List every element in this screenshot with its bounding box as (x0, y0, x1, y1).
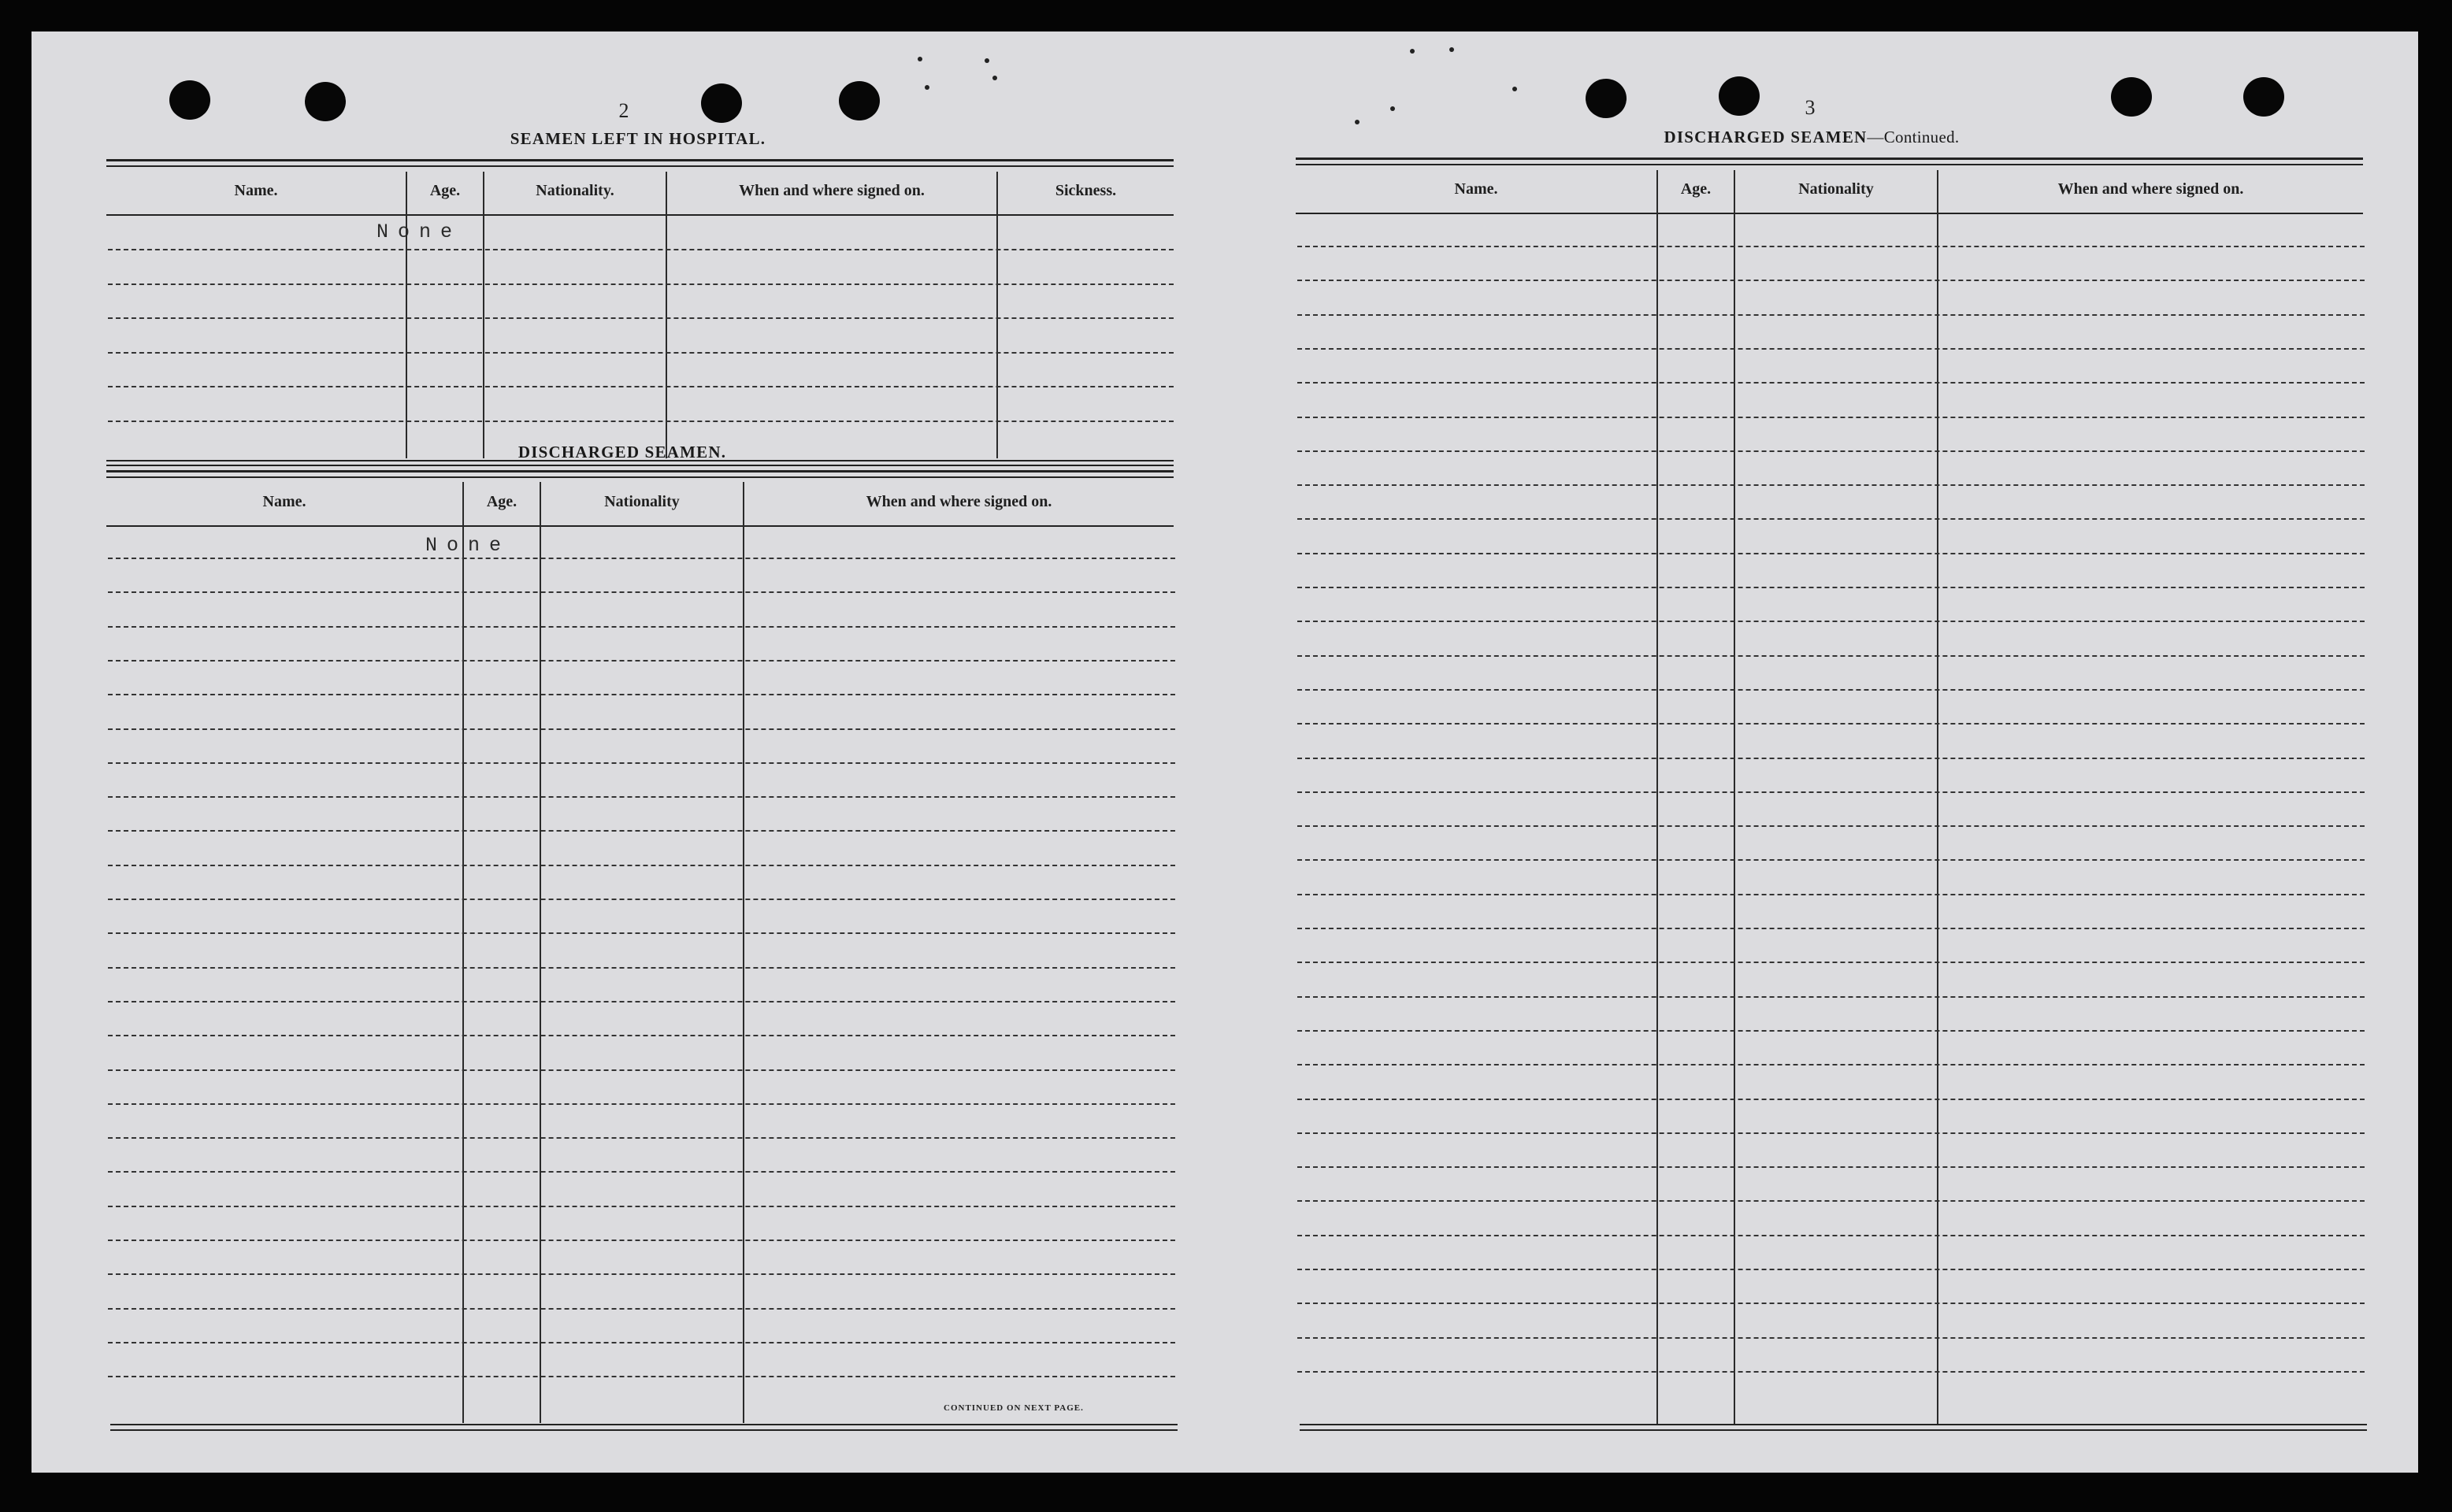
ruled-line (1297, 280, 2365, 281)
ruled-line (108, 421, 1174, 422)
column-divider (483, 172, 484, 458)
discharged-section-title: DISCHARGED SEAMEN. (517, 443, 727, 461)
right-section-title (1664, 128, 1960, 147)
speck (1512, 87, 1517, 91)
ruled-line (1297, 928, 2365, 929)
rule (106, 470, 1174, 472)
rule (110, 1429, 1178, 1431)
discharged-col-nationality: Nationality (604, 492, 680, 510)
speck (918, 57, 922, 61)
punch-hole (2111, 77, 2152, 117)
punch-hole (305, 82, 346, 121)
ruled-line (108, 1376, 1175, 1377)
ruled-line (1297, 417, 2365, 418)
ruled-line (108, 284, 1174, 285)
ruled-line (1297, 1371, 2365, 1373)
ruled-line (1297, 450, 2365, 452)
ruled-line (1297, 996, 2365, 998)
ruled-line (1297, 246, 2365, 247)
hospital-section-title: SEAMEN LEFT IN HOSPITAL. (510, 129, 766, 148)
speck (1410, 49, 1415, 54)
ruled-line (1297, 348, 2365, 350)
ruled-line (1297, 587, 2365, 588)
right-title-suffix: —Continued. (1867, 128, 1960, 146)
speck (1390, 106, 1395, 111)
ruled-line (108, 1240, 1175, 1241)
ruled-line (108, 830, 1175, 832)
right-col-age: Age. (1680, 180, 1712, 198)
column-divider (540, 482, 541, 1423)
rule (110, 1424, 1178, 1425)
ruled-line (108, 1308, 1175, 1310)
ruled-line (108, 796, 1175, 798)
column-divider (462, 482, 464, 1423)
discharged-col-name: Name. (262, 492, 306, 510)
ruled-line (1297, 1166, 2365, 1168)
manifest-sheet (32, 32, 2418, 1473)
ruled-line (108, 865, 1175, 866)
ruled-line (1297, 553, 2365, 554)
hospital-col-nationality: Nationality. (536, 181, 614, 199)
hospital-col-sickness: Sickness. (1055, 181, 1117, 199)
punch-hole (1719, 76, 1760, 116)
ruled-line (108, 1206, 1175, 1207)
ruled-line (108, 694, 1175, 695)
ruled-line (1297, 859, 2365, 861)
ruled-line (108, 762, 1175, 764)
continued-note: CONTINUED ON NEXT PAGE. (944, 1403, 1084, 1413)
ruled-line (1297, 758, 2365, 759)
right-col-name: Name. (1454, 180, 1498, 198)
ruled-line (1297, 518, 2365, 520)
ruled-line (1297, 825, 2365, 827)
ruled-line (108, 317, 1174, 319)
speck (985, 58, 989, 63)
rule (1296, 213, 2363, 214)
ruled-line (1297, 1337, 2365, 1339)
ruled-line (108, 1069, 1175, 1071)
ruled-line (108, 660, 1175, 662)
ruled-line (1297, 655, 2365, 657)
column-divider (996, 172, 998, 458)
ruled-line (1297, 1064, 2365, 1065)
rule (1296, 158, 2363, 160)
discharged-entry-none: None (425, 534, 511, 557)
ruled-line (1297, 894, 2365, 895)
punch-hole (839, 81, 880, 120)
ruled-line (1297, 689, 2365, 691)
ruled-line (108, 1273, 1175, 1275)
column-divider (666, 172, 667, 458)
hospital-col-signed-on: When and where signed on. (739, 181, 925, 199)
speck (925, 85, 929, 90)
ruled-line (1297, 1269, 2365, 1270)
ruled-line (1297, 1099, 2365, 1100)
ruled-line (1297, 1235, 2365, 1236)
ruled-line (108, 1001, 1175, 1002)
speck (1355, 120, 1360, 124)
punch-hole (1586, 79, 1627, 118)
rule (1296, 164, 2363, 165)
column-divider (743, 482, 744, 1423)
right-col-signed-on: When and where signed on. (2057, 180, 2244, 198)
page-number-right: 3 (1805, 96, 1816, 119)
right-col-nationality: Nationality (1798, 180, 1874, 198)
rule (106, 525, 1174, 527)
ruled-line (108, 1171, 1175, 1173)
ruled-line (1297, 723, 2365, 724)
discharged-col-signed-on: When and where signed on. (866, 492, 1052, 510)
speck (1449, 47, 1454, 52)
ruled-line (108, 728, 1175, 730)
ruled-line (108, 249, 1174, 250)
ruled-line (1297, 382, 2365, 384)
ruled-line (108, 1137, 1175, 1139)
page-number-left: 2 (618, 99, 629, 122)
punch-hole (701, 83, 742, 123)
column-divider (406, 172, 407, 458)
rule (106, 465, 1174, 466)
discharged-col-age: Age. (486, 492, 517, 510)
ruled-line (108, 558, 1175, 559)
right-title-main: DISCHARGED SEAMEN (1664, 128, 1868, 146)
rule (1300, 1429, 2367, 1431)
ruled-line (108, 932, 1175, 934)
punch-hole (2243, 77, 2284, 117)
ruled-line (108, 591, 1175, 593)
ruled-line (1297, 791, 2365, 793)
hospital-col-name: Name. (234, 181, 278, 199)
ruled-line (1297, 1132, 2365, 1134)
ruled-line (108, 899, 1175, 900)
ruled-line (108, 1342, 1175, 1343)
ruled-line (1297, 1303, 2365, 1304)
rule (106, 165, 1174, 167)
rule (106, 214, 1174, 216)
speck (992, 76, 997, 80)
ruled-line (108, 967, 1175, 969)
ruled-line (1297, 962, 2365, 963)
ruled-line (108, 626, 1175, 628)
rule (106, 476, 1174, 478)
ruled-line (108, 386, 1174, 387)
ruled-line (1297, 314, 2365, 316)
ruled-line (1297, 484, 2365, 486)
ruled-line (108, 1103, 1175, 1105)
rule (106, 159, 1174, 161)
hospital-col-age: Age. (429, 181, 461, 199)
ruled-line (108, 352, 1174, 354)
hospital-entry-none: None (377, 220, 462, 243)
punch-hole (169, 80, 210, 120)
ruled-line (1297, 1030, 2365, 1032)
ruled-line (1297, 1200, 2365, 1202)
rule (1300, 1424, 2367, 1425)
ruled-line (108, 1035, 1175, 1036)
ruled-line (1297, 621, 2365, 622)
